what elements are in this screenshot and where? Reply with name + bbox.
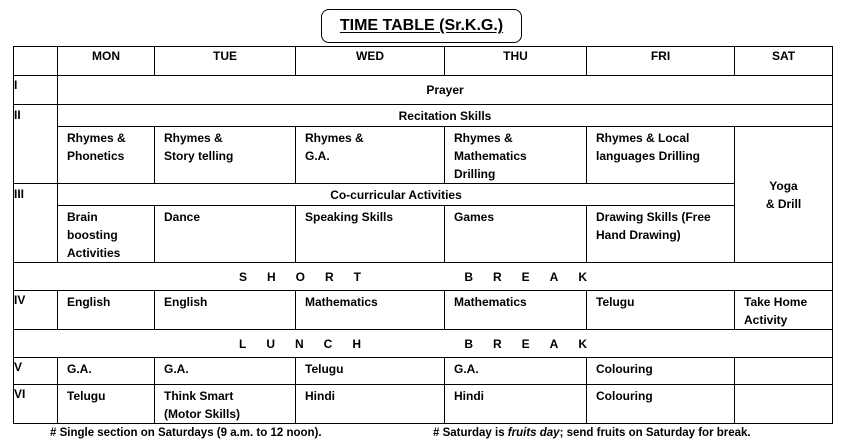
day-header: SAT — [735, 47, 833, 76]
recitation-label: Recitation Skills — [58, 105, 833, 127]
fruits-day-note — [433, 427, 751, 439]
schedule-cell: G.A. — [445, 358, 587, 385]
day-header: FRI — [587, 47, 735, 76]
prayer-row — [14, 76, 833, 105]
period-number: V — [14, 358, 58, 385]
day-header: WED — [296, 47, 445, 76]
schedule-cell: Think Smart (Motor Skills) — [155, 385, 296, 424]
note-suffix: ; send fruits on Saturday for break. — [559, 427, 751, 439]
schedule-cell: Hindi — [296, 385, 445, 424]
period-number: IV — [14, 291, 58, 330]
note-emphasis: fruits day — [507, 427, 560, 439]
schedule-cell: Telugu — [587, 291, 735, 330]
short-break-row — [14, 263, 833, 291]
note-prefix: # Saturday is — [433, 427, 508, 439]
day-header: MON — [58, 47, 155, 76]
header-row — [14, 47, 833, 76]
schedule-cell: Telugu — [58, 385, 155, 424]
period-number: III — [14, 184, 58, 263]
day-header: THU — [445, 47, 587, 76]
corner-cell — [14, 47, 58, 76]
period-vi-row — [14, 385, 833, 424]
yoga-drill-cell: Yoga & Drill — [735, 127, 833, 263]
schedule-cell: Brain boosting Activities — [58, 206, 155, 263]
lunch-break-row — [14, 330, 833, 358]
cocurricular-label: Co-curricular Activities — [58, 184, 735, 206]
timetable — [13, 46, 833, 424]
schedule-cell: Mathematics — [296, 291, 445, 330]
prayer-cell: Prayer — [58, 76, 833, 105]
schedule-cell: English — [58, 291, 155, 330]
schedule-cell: Rhymes & G.A. — [296, 127, 445, 184]
schedule-cell: G.A. — [58, 358, 155, 385]
cocurricular-row — [14, 206, 833, 263]
period-number: II — [14, 105, 58, 184]
schedule-cell: G.A. — [155, 358, 296, 385]
period-number: I — [14, 76, 58, 105]
schedule-cell: Take Home Activity — [735, 291, 833, 330]
recitation-row — [14, 127, 833, 184]
period-number: VI — [14, 385, 58, 424]
saturday-section-note: # Single section on Saturdays (9 a.m. to 12 noon). — [50, 427, 322, 439]
period-iv-row — [14, 291, 833, 330]
schedule-cell: Mathematics — [445, 291, 587, 330]
schedule-cell: Hindi — [445, 385, 587, 424]
schedule-cell: Rhymes & Story telling — [155, 127, 296, 184]
schedule-cell: Colouring — [587, 385, 735, 424]
schedule-cell: Drawing Skills (Free Hand Drawing) — [587, 206, 735, 263]
schedule-cell: Speaking Skills — [296, 206, 445, 263]
schedule-cell: Telugu — [296, 358, 445, 385]
schedule-cell: Rhymes & Local languages Drilling — [587, 127, 735, 184]
cocurricular-label-row — [14, 184, 833, 206]
timetable-title: TIME TABLE (Sr.K.G.) — [321, 9, 522, 43]
period-v-row — [14, 358, 833, 385]
schedule-cell: Games — [445, 206, 587, 263]
lunch-break: LUNCH BREAK — [14, 330, 833, 358]
short-break: SHORT BREAK — [14, 263, 833, 291]
schedule-cell: English — [155, 291, 296, 330]
schedule-cell: Rhymes & Phonetics — [58, 127, 155, 184]
recitation-label-row — [14, 105, 833, 127]
schedule-cell — [735, 358, 833, 385]
schedule-cell: Dance — [155, 206, 296, 263]
schedule-cell: Colouring — [587, 358, 735, 385]
schedule-cell — [735, 385, 833, 424]
day-header: TUE — [155, 47, 296, 76]
schedule-cell: Rhymes & Mathematics Drilling — [445, 127, 587, 184]
